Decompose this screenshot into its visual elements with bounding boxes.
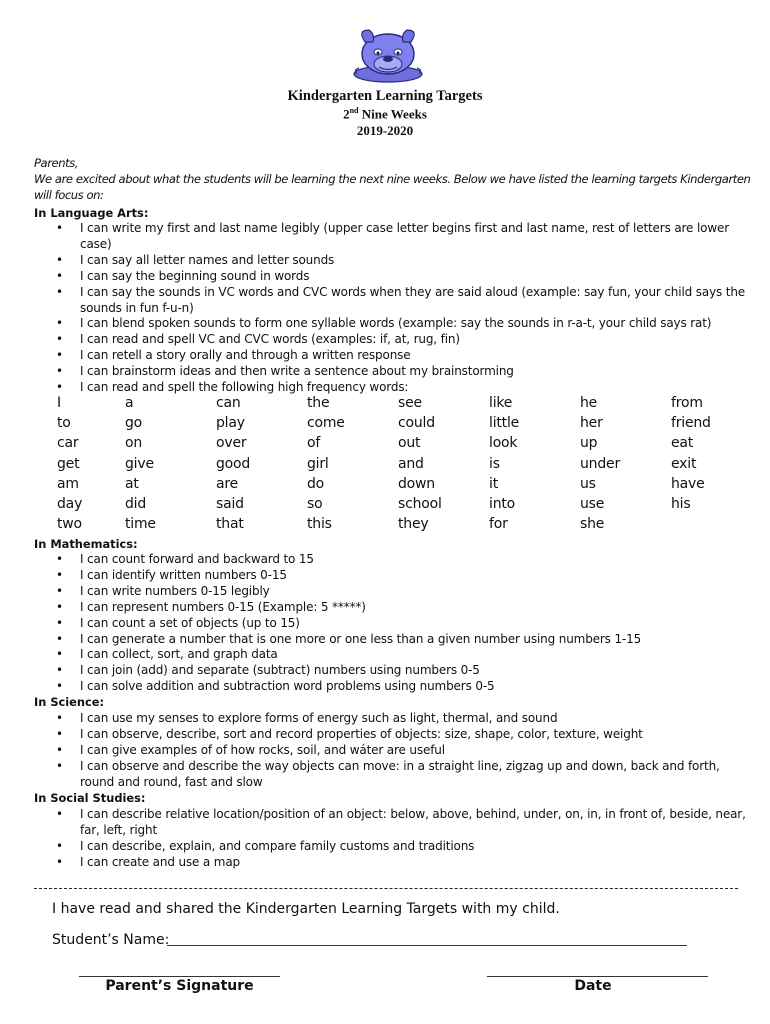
greeting: Parents, (34, 156, 79, 170)
term-suffix: nd (349, 106, 359, 115)
word-cell: into (489, 495, 516, 512)
word-cell (671, 516, 762, 536)
list-item: • I can describe, explain, and compare family customs and traditions (56, 839, 756, 855)
word-cell: get (57, 455, 80, 472)
word-cell: is (489, 455, 500, 472)
word-cell: see (398, 395, 422, 411)
word-cell: go (125, 415, 143, 432)
list-item: • I can blend spoken sounds to form one syllable words (example: say the sounds in r-a-t, your child says rat) (56, 316, 756, 332)
word-cell: did (125, 495, 147, 512)
word-cell: and (398, 455, 424, 472)
word-cell: to (57, 415, 71, 432)
list-item: • I can write my first and last name legibly (upper case letter begins first and last name, rest of letters are lower case) (56, 221, 756, 253)
social-studies-list (56, 807, 756, 871)
list-item: • I can solve addition and subtraction word problems using numbers 0-5 (56, 679, 756, 695)
word-cell: play (216, 415, 245, 432)
word-cell: up (580, 435, 598, 452)
list-item: • I can give examples of of how rocks, soil, and wáter are useful (56, 743, 756, 759)
language-arts-list (56, 221, 756, 396)
list-item: • I can count forward and backward to 15 (56, 552, 756, 568)
word-cell: she (580, 516, 605, 533)
word-cell: friend (671, 415, 711, 432)
word-cell: eat (671, 435, 694, 452)
word-cell: over (216, 435, 247, 452)
list-item: • I can retell a story orally and through a written response (56, 348, 756, 364)
list-item: • I can read and spell VC and CVC words (examples: if, at, rug, fin) (56, 332, 756, 348)
word-cell: girl (307, 455, 329, 472)
word-cell: exit (671, 455, 697, 472)
word-cell: are (216, 475, 239, 492)
date-label: Date (574, 978, 612, 994)
list-item: • I can join (add) and separate (subtract) numbers using numbers 0-5 (56, 663, 756, 679)
word-cell: said (216, 495, 244, 512)
list-item: • I can write numbers 0-15 legibly (56, 584, 756, 600)
cut-line (34, 888, 738, 889)
word-cell: on (125, 435, 143, 452)
bulldog-mascot-icon (351, 24, 425, 84)
term-text: Nine Weeks (358, 106, 427, 122)
word-cell: a (125, 395, 134, 411)
word-cell: for (489, 516, 508, 533)
word-cell: school (398, 495, 442, 512)
word-cell: look (489, 435, 518, 452)
intro-paragraph: We are excited about what the students will be learning the next nine weeks. Below we have listed the learning targets Kindergarten will focus on: (34, 172, 751, 202)
word-cell: like (489, 395, 513, 411)
word-cell: his (671, 495, 691, 512)
word-cell: use (580, 495, 605, 512)
school-year: 2019-2020 (356, 123, 414, 138)
word-cell: her (580, 415, 603, 432)
term-label (0, 106, 770, 122)
word-cell: the (307, 395, 330, 411)
word-cell: from (671, 395, 703, 411)
parent-signature-line[interactable] (79, 976, 280, 977)
section-heading-science: In Science: (34, 695, 105, 709)
list-item: • I can use my senses to explore forms of energy such as light, thermal, and sound (56, 711, 756, 727)
list-item: • I can generate a number that is one more or one less than a given number using numbers 1-15 (56, 632, 756, 648)
word-cell: I (57, 395, 61, 411)
word-cell: so (307, 495, 323, 512)
word-cell: can (216, 395, 241, 411)
list-item: • I can say the sounds in VC words and CVC words when they are said aloud (example: say fun, your child says the sounds in fun f-u-n) (56, 285, 756, 317)
list-item: • I can count a set of objects (up to 15) (56, 616, 756, 632)
word-cell: they (398, 516, 429, 533)
list-item: • I can brainstorm ideas and then write a sentence about my brainstorming (56, 364, 756, 380)
list-item: • I can identify written numbers 0-15 (56, 568, 756, 584)
word-cell: good (216, 455, 251, 472)
science-list (56, 711, 756, 791)
list-item: • I can observe and describe the way objects can move: in a straight line, zigzag up and down, back and forth, round and round, fast and slow (56, 759, 756, 791)
acknowledgement-text: I have read and shared the Kindergarten Learning Targets with my child. (52, 901, 560, 917)
word-cell: two (57, 516, 82, 533)
intro-text (34, 155, 754, 203)
word-cell: time (125, 516, 156, 533)
word-cell: under (580, 455, 621, 472)
word-cell: give (125, 455, 154, 472)
list-item: • I can read and spell the following high frequency words: (56, 380, 756, 396)
word-cell: that (216, 516, 244, 533)
high-frequency-words-grid (57, 395, 762, 536)
student-name-line[interactable] (167, 945, 687, 946)
parent-signature-label: Parent’s Signature (105, 978, 254, 994)
word-cell: of (307, 435, 321, 452)
word-cell: come (307, 415, 345, 432)
word-cell: am (57, 475, 79, 492)
word-cell: little (489, 415, 520, 432)
student-name-label: Student’s Name: (52, 932, 170, 948)
word-cell: us (580, 475, 596, 492)
word-cell: this (307, 516, 332, 533)
word-cell: do (307, 475, 325, 492)
section-heading-mathematics: In Mathematics: (34, 537, 138, 551)
list-item: • I can say all letter names and letter sounds (56, 253, 756, 269)
word-cell: day (57, 495, 83, 512)
list-item: • I can collect, sort, and graph data (56, 647, 756, 663)
word-cell: out (398, 435, 421, 452)
list-item: • I can observe, describe, sort and record properties of objects: size, shape, color, texture, weight (56, 727, 756, 743)
section-heading-language-arts: In Language Arts: (34, 206, 149, 220)
document-title: Kindergarten Learning Targets (287, 88, 483, 104)
word-cell: could (398, 415, 435, 432)
list-item: • I can represent numbers 0-15 (Example: 5 *****) (56, 600, 756, 616)
list-item: • I can create and use a map (56, 855, 756, 871)
word-cell: at (125, 475, 139, 492)
list-item: • I can say the beginning sound in words (56, 269, 756, 285)
word-cell: car (57, 435, 79, 452)
word-cell: have (671, 475, 705, 492)
list-item: • I can describe relative location/position of an object: below, above, behind, under, on, in, in front of, beside, near, far, left, right (56, 807, 756, 839)
date-line[interactable] (487, 976, 708, 977)
section-heading-social-studies: In Social Studies: (34, 791, 146, 805)
mathematics-list (56, 552, 756, 695)
word-cell: down (398, 475, 435, 492)
word-cell: he (580, 395, 598, 411)
term-number: 2 (343, 106, 350, 122)
word-cell: it (489, 475, 498, 492)
